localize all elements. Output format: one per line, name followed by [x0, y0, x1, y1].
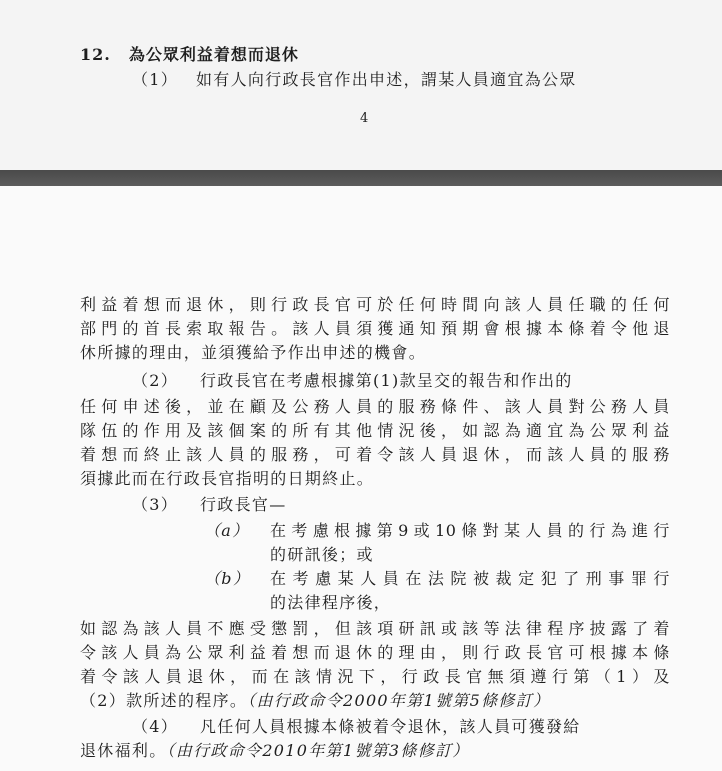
paragraph-line: （2）款所述的程序。 [80, 691, 248, 710]
paragraph-line: 令該人員為公眾利益着想而退休的理由，則行政長官可根據本條 [80, 643, 670, 662]
paragraph-line: 着想而終止該人員的服務，可着令該人員退休，而該人員的服務 [80, 445, 670, 464]
paragraph-line: 利益着想而退休，則行政長官可於任何時間向該人員任職的任何 [80, 295, 670, 314]
paragraph-line: 部門的首長索取報告。該人員須獲通知預期會根據本條着令他退 [80, 319, 670, 338]
amendment-note: （由行政命令2000年第1號第5條修訂） [247, 691, 551, 710]
item-a-text: 在考慮根據第9或10條對某人員的行為進行 [270, 521, 670, 540]
subsection-4 [132, 714, 581, 737]
amendment-note: （由行政命令2010年第1號第3條修訂） [166, 741, 470, 760]
subsection-4-label: （4） [132, 717, 179, 736]
paragraph-line: 任何申述後，並在顧及公務人員的服務條件、該人員對公務人員 [80, 397, 670, 416]
subsection-1-label: （1） [132, 70, 179, 89]
item-a-label: （a） [204, 521, 250, 540]
subsection-3-text: 行政長官— [200, 495, 287, 514]
paragraph-line-with-amendment [80, 738, 470, 761]
paragraph-line: 退休福利。 [80, 741, 167, 760]
subsection-4-text: 凡任何人員根據本條被着令退休，該人員可獲發給 [200, 717, 581, 736]
section-number: 12. [80, 45, 111, 64]
subsection-1 [132, 67, 577, 90]
item-b-text: 在考慮某人員在法院被裁定犯了刑事罪行 [270, 569, 670, 588]
item-b-label: （b） [204, 569, 251, 588]
item-a-text-cont: 的研訊後；或 [270, 545, 374, 564]
subsection-3-label: （3） [132, 495, 179, 514]
page-separator [0, 170, 722, 186]
subsection-2 [132, 368, 573, 391]
subsection-2-text: 行政長官在考慮根據第(1)款呈交的報告和作出的 [200, 371, 573, 390]
paragraph-line: 休所據的理由，並須獲給予作出申述的機會。 [80, 343, 427, 362]
page-number: 4 [360, 111, 369, 126]
subsection-3 [132, 492, 287, 515]
subsection-2-label: （2） [132, 371, 179, 390]
section-title: 為公眾利益着想而退休 [128, 45, 299, 64]
paragraph-line: 如認為該人員不應受懲罰，但該項研訊或該等法律程序披露了着 [80, 619, 670, 638]
item-b-text-cont: 的法律程序後， [270, 593, 392, 612]
paragraph-line: 着令該人員退休，而在該情況下，行政長官無須遵行第（1）及 [80, 667, 670, 686]
paragraph-line: 須據此而在行政長官指明的日期終止。 [80, 469, 375, 488]
paragraph-line-with-amendment [80, 688, 550, 711]
paragraph-line: 隊伍的作用及該個案的所有其他情況後，如認為適宜為公眾利益 [80, 421, 670, 440]
section-heading [80, 42, 299, 65]
subsection-1-text: 如有人向行政長官作出申述，謂某人員適宜為公眾 [196, 70, 577, 89]
